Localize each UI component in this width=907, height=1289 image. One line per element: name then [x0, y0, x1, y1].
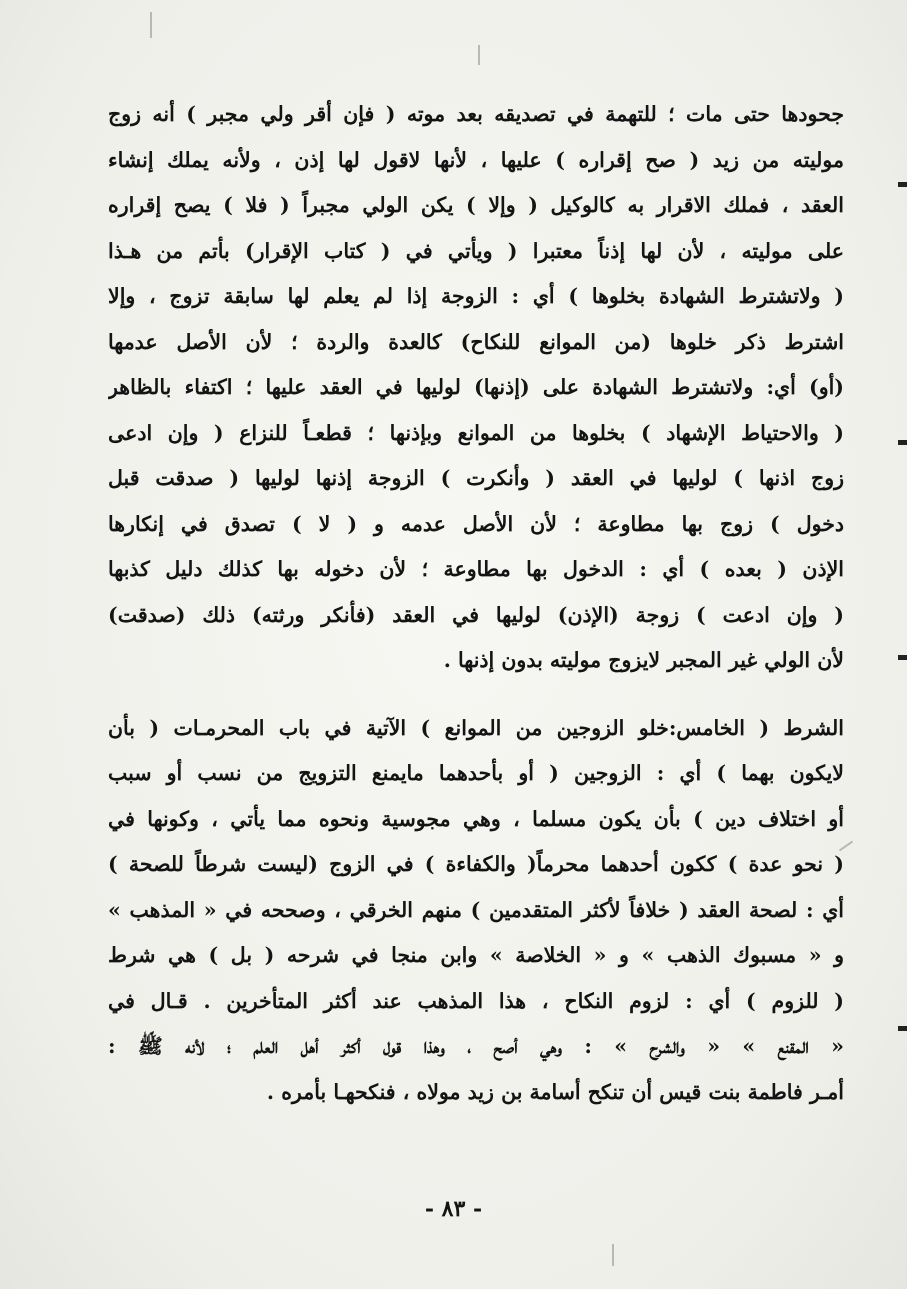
text-line: ( نحو عدة ) ككون أحدهما محرماً( والكفاءة ) في الزوج (ليست شرطاً للصحة ) — [108, 852, 844, 876]
text-line: (أو) أي: ولاتشترط الشهادة على (إذنها) لوليها في العقد عليها ؛ اكتفاء بالظاهر — [108, 375, 844, 399]
text-line: اشترط ذكر خلوها (من الموانع للنكاح) كالعدة والردة ؛ لأن الأصل عدمها — [108, 329, 844, 354]
text-line: أو اختلاف دين ) بأن يكون مسلما ، وهي مجوسية ونحوه مما يأتي ، وكونها في — [108, 806, 844, 831]
text-line: العقد ، فملك الاقرار به كالوكيل ( وإلا ) يكن الولي مجبراً ( فلا ) يصح إقراره — [108, 193, 844, 217]
text-line: زوج اذنها ) لوليها في العقد ( وأنكرت ) الزوجة إذنها لوليها ( صدقت قبل — [108, 466, 844, 490]
text-line: على موليته ، لأن لها إذناً معتبرا ( ويأتي في ( كتاب الإقرار) بأتم من هـذا — [108, 238, 844, 263]
text-line: ( وإن ادعت ) زوجة (الإذن) لوليها في العقد (فأنكر ورثته) ذلك (صدقت) — [108, 602, 844, 627]
text-line: لأن الولي غير المجبر لايزوج موليته بدون إذنها . — [443, 648, 844, 672]
scan-speck — [150, 12, 152, 38]
text-line: الإذن ( بعده ) أي : الدخول بها مطاوعة ؛ لأن دخوله بها كذلك دليل كذبها — [108, 557, 844, 581]
scan-speck — [478, 45, 480, 65]
edge-mark — [898, 1026, 907, 1031]
text-line: أمـر فاطمة بنت قيس أن تنكح أسامة بن زيد مولاه ، فنكحهـا بأمره . — [266, 1079, 844, 1104]
text-line: جحودها حتى مات ؛ للتهمة في تصديقه بعد موته ( فإن أقر ولي مجبر ) أنه زوج — [108, 102, 844, 126]
paragraph-1 — [108, 92, 844, 684]
edge-mark — [898, 655, 907, 660]
text-line: ( للزوم ) أي : لزوم النكاح ، هذا المذهب عند أكثر المتأخرين . قـال في — [108, 988, 844, 1013]
text-line: الشرط ( الخامس:خلو الزوجين من الموانع ) الآتية في باب المحرمـات ( بأن — [108, 715, 844, 740]
scan-speck — [612, 1244, 614, 1266]
text-line: و « مسبوك الذهب » و « الخلاصة » وابن منجا في شرحه ( بل ) هي شرط — [108, 943, 844, 967]
edge-mark — [898, 440, 907, 445]
text-line: موليته من زيد ( صح إقراره ) عليها ، لأنها لاقول لها إذن ، ولأنه يملك إنشاء — [108, 147, 844, 172]
text-line: ( والاحتياط الإشهاد ) بخلوها من الموانع وبإذنها ؛ قطعـاً للنزاع ( وإن ادعى — [108, 420, 844, 445]
page-number: - ٨٣ - — [424, 1196, 483, 1222]
text-line: « المقنع » « والشرح » : وهي أصح ، وهذا قول أكثر أهل العلم ؛ لأنه ﷺ : — [108, 1034, 844, 1058]
text-line: دخول ) زوج بها مطاوعة ؛ لأن الأصل عدمه و ( لا ) تصدق في إنكارها — [108, 511, 844, 536]
text-line: ( ولاتشترط الشهادة بخلوها ) أي : الزوجة إذا لم يعلم لها سابقة تزوج ، وإلا — [108, 284, 844, 308]
paragraph-2 — [108, 706, 844, 1116]
text-line: لايكون بهما ) أي : الزوجين ( أو بأحدهما مايمنع التزويج من نسب أو سبب — [108, 761, 844, 785]
body-text — [108, 92, 844, 1115]
edge-mark — [898, 182, 907, 187]
paragraph-gap — [108, 684, 844, 706]
text-line: أي : لصحة العقد ( خلافاً لأكثر المتقدمين ) منهم الخرقي ، وصححه في « المذهب » — [108, 897, 844, 922]
